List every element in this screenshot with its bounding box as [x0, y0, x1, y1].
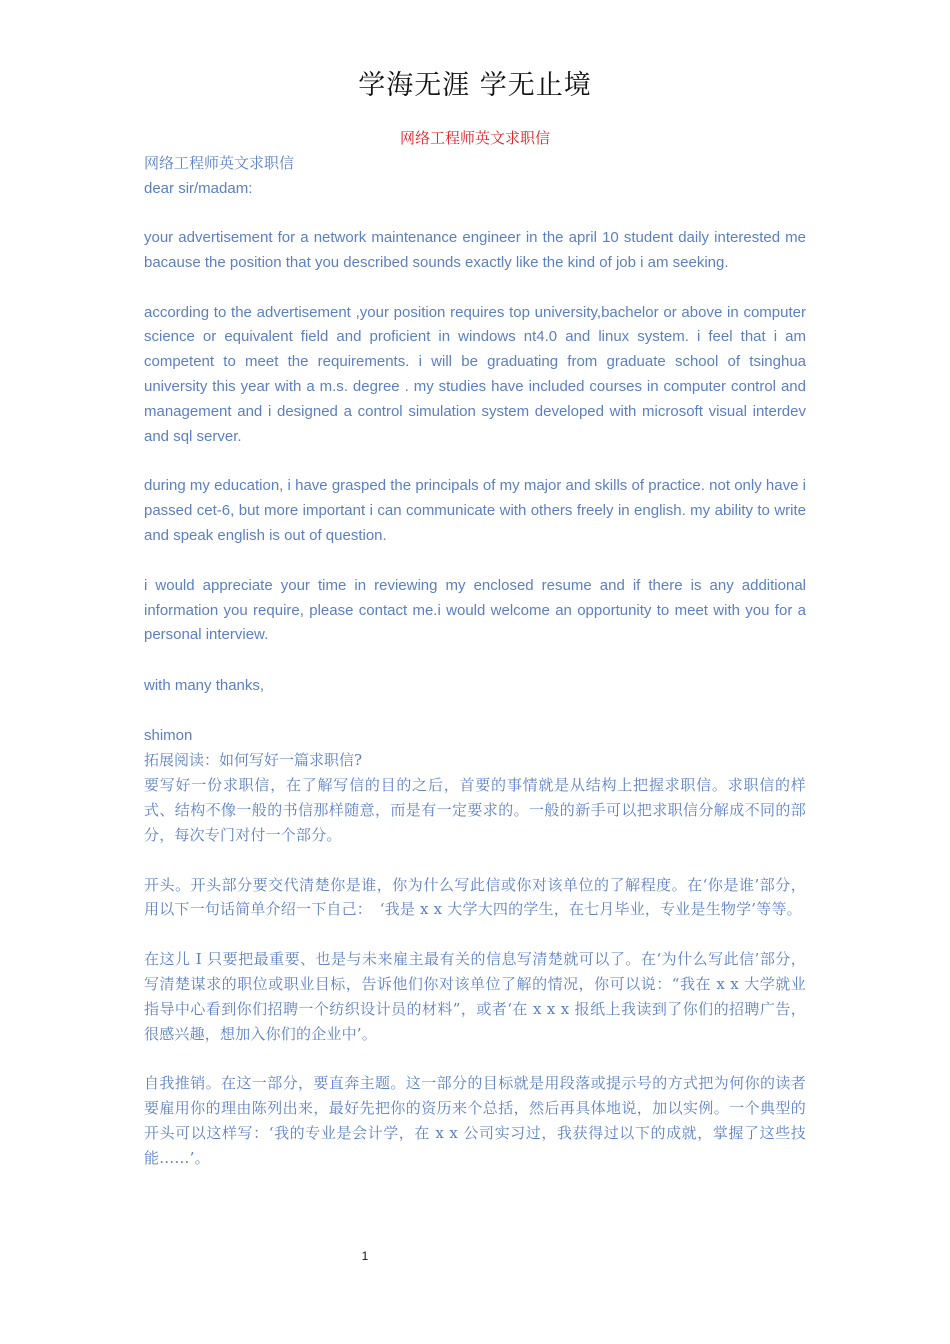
- letter-paragraph: i would appreciate your time in reviewing my enclosed resume and if there is any additional information you require, please contact me.i would welcome an opportunity to meet with you for a personal interview.: [144, 576, 806, 644]
- letter-paragraph: according to the advertisement ,your position requires top university,bachelor or above in computer science or equivalent field and proficient in windows nt4.0 and linux system. i feel that i am competent to meet the requirements. i will be graduating from graduate school of tsinghua university this year with a m.s. degree . my studies have included courses in computer control and management and i designed a control simulation system developed with microsoft visual interdev and sql server.: [144, 303, 806, 445]
- letter-signature: shimon: [144, 727, 193, 745]
- blank-line: [144, 922, 806, 947]
- extended-paragraph: 在这儿 I 只要把最重要、也是与未来雇主最有关的信息写清楚就可以了。在‘为什么写此信’部分，写清楚谋求的职位或职业目标，告诉他们你对该单位了解的情况，你可以说：“我在 x x 大学就业指导中心看到你们招聘一个纺织设计员的材料”，或者‘在 x x x 报纸上我读到了你们的招聘广告，很感兴趣，想加入你们的企业中’。: [144, 950, 806, 1043]
- letter-paragraph: during my education, i have grasped the principals of my major and skills of practice. not only have i passed cet-6, but more important i can communicate with others freely in english. my ability to write and speak english is out of question.: [144, 477, 806, 544]
- extended-paragraph: 要写好一份求职信，在了解写信的目的之后，首要的事情就是从结构上把握求职信。求职信的样式、结构不像一般的书信那样随意，而是有一定要求的。一般的新手可以把求职信分解成不同的部分，每次专门对付一个部分。: [144, 776, 806, 844]
- blank-line: [144, 549, 806, 574]
- letter-paragraph: your advertisement for a network maintenance engineer in the april 10 student daily interested me bacause the position that you described sounds exactly like the kind of job i am seeking.: [144, 229, 806, 271]
- document-body: [144, 151, 806, 1171]
- blank-line: [144, 201, 806, 226]
- blank-line: [144, 698, 806, 723]
- document-title: 网络工程师英文求职信: [399, 129, 550, 147]
- document-subtitle: 网络工程师英文求职信: [144, 154, 295, 172]
- blank-line: [144, 848, 806, 873]
- page-header-title: 学海无涯 学无止境: [358, 70, 592, 101]
- blank-line: [144, 1046, 806, 1071]
- salutation: dear sir/madam:: [144, 180, 253, 197]
- blank-line: [144, 648, 806, 673]
- blank-line: [144, 449, 806, 474]
- extended-paragraph: 自我推销。在这一部分，要直奔主题。这一部分的目标就是用段落或提示号的方式把为何你的读者要雇用你的理由陈列出来，最好先把你的资历来个总括，然后再具体地说，加以实例。一个典型的开头可以这样写：‘我的专业是会计学，在 x x 公司实习过，我获得过以下的成就，掌握了这些技能……’。: [144, 1074, 806, 1167]
- extended-reading-heading: 拓展阅读：如何写好一篇求职信?: [144, 751, 363, 770]
- letter-closing: with many thanks,: [144, 677, 265, 695]
- extended-paragraph: 开头。开头部分要交代清楚你是谁，你为什么写此信或你对该单位的了解程度。在‘你是谁’部分，用以下一句话简单介绍一下自己： ‘我是 x x 大学大四的学生，在七月毕业，专业是生物学’等等。: [144, 875, 806, 919]
- blank-line: [144, 276, 806, 301]
- page-number: 1: [361, 1249, 369, 1263]
